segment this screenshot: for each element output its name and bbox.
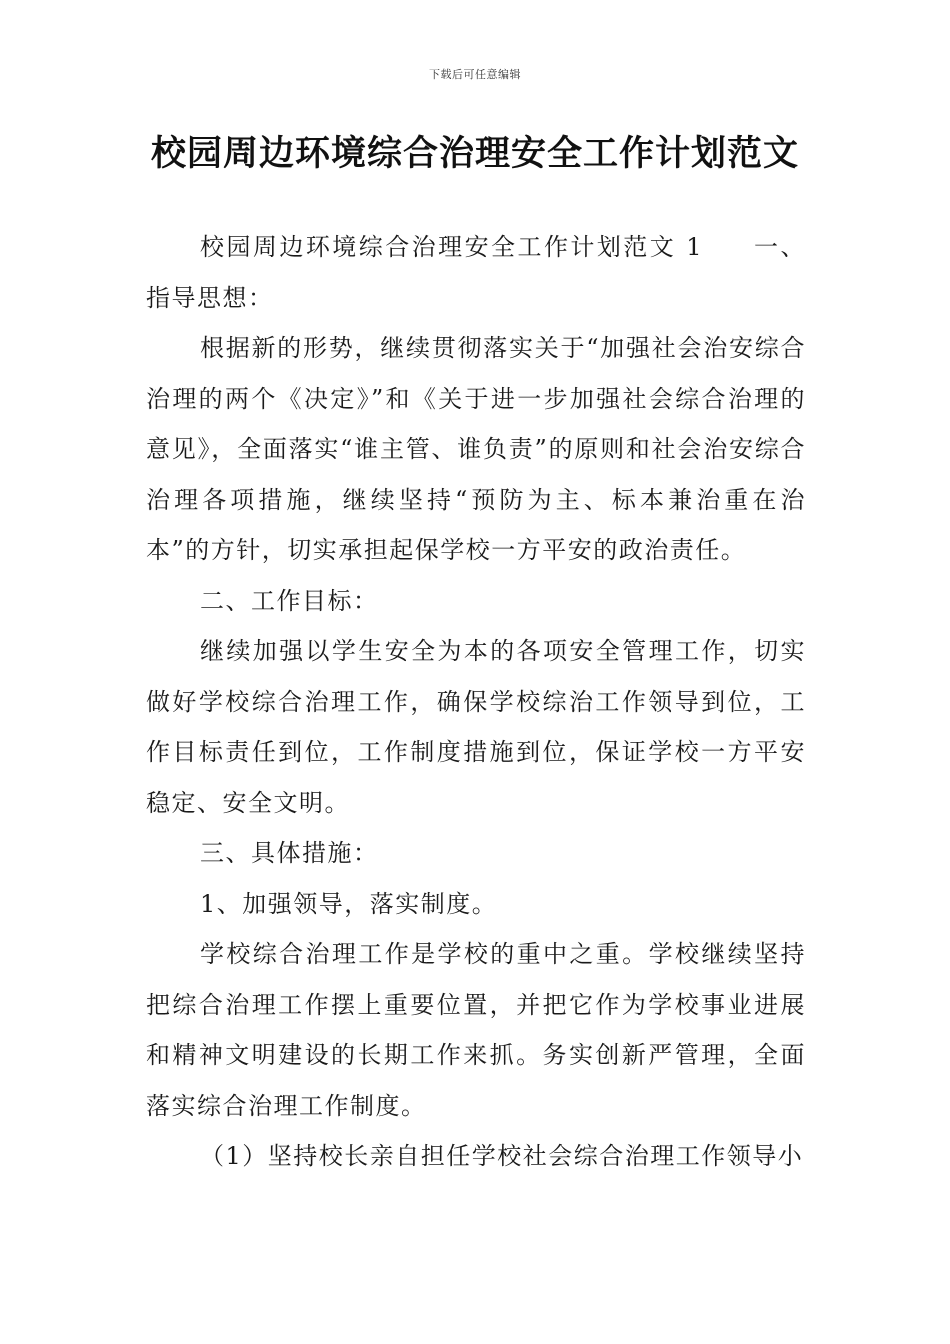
document-title: 校园周边环境综合治理安全工作计划范文	[150, 134, 799, 174]
paragraph-item-1: （1）坚持校长亲自担任学校社会综合治理工作领导小	[200, 1142, 804, 1170]
section-heading-specific-measures: 三、具体措施：	[200, 839, 379, 867]
subheading-leadership: 1、加强领导，落实制度。	[200, 889, 498, 918]
section-heading-guiding-thought: 一、指导思想：	[146, 233, 806, 312]
section-heading-work-goals: 二、工作目标：	[200, 586, 379, 615]
paragraph-work-goals: 继续加强以学生安全为本的各项安全管理工作，切实做好学校综合治理工作，确保学校综治工作领导到位，工作目标责任到位，工作制度措施到位，保证学校一方平安稳定、安全文明。	[146, 637, 806, 817]
paragraph-leadership: 学校综合治理工作是学校的重中之重。学校继续坚持把综合治理工作摆上重要位置，并把它作为学校事业进展和精神文明建设的长期工作来抓。务实创新严管理，全面落实综合治理工作制度。	[146, 940, 806, 1120]
paragraph-guiding-thought: 根据新的形势，继续贯彻落实关于“加强社会治安综合治理的两个《决定》”和《关于进一步加强社会综合治理的意见》，全面落实“谁主管、谁负责”的原则和社会治安综合治理各项措施，继续坚持“预防为主、标本兼治重在治本”的方针，切实承担起保学校一方平安的政治责任。	[146, 334, 806, 564]
paragraph-intro	[146, 222, 806, 323]
paragraph-intro-lead: 校园周边环境综合治理安全工作计划范文 1	[200, 233, 704, 261]
header-note: 下载后可任意编辑	[429, 68, 521, 81]
document-body	[146, 222, 806, 1182]
